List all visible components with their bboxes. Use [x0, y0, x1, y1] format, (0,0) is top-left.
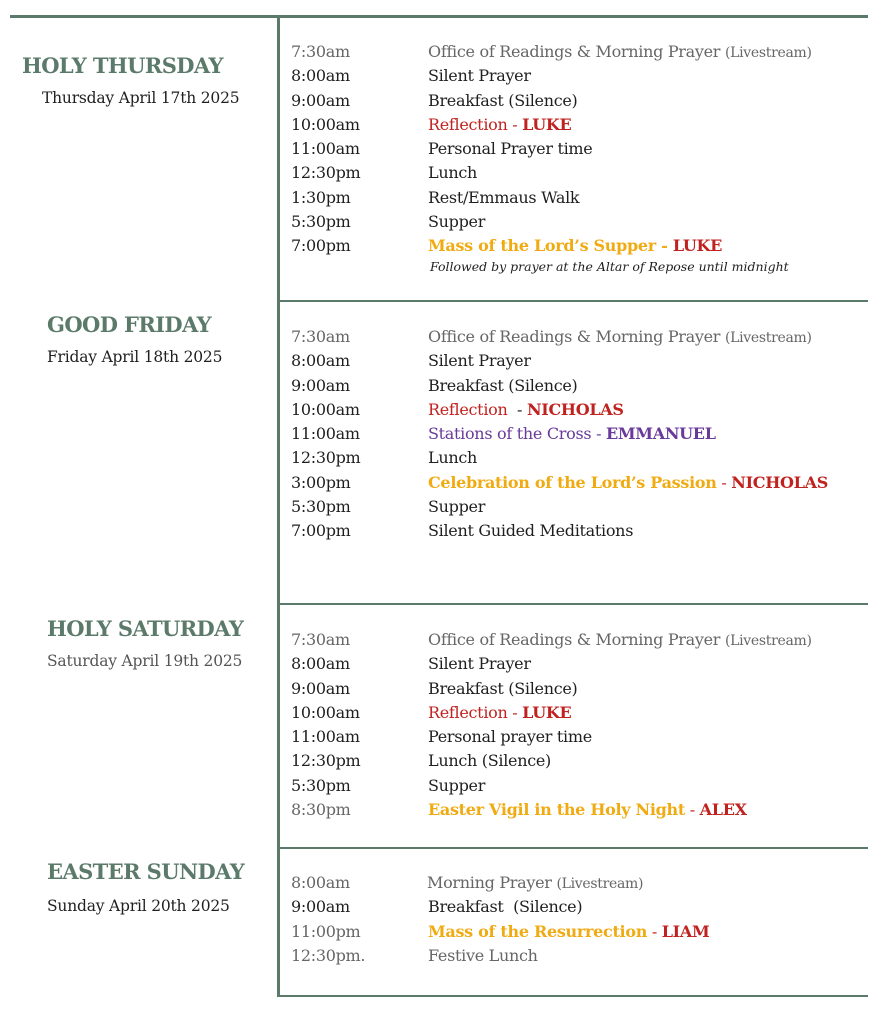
schedule-row	[291, 800, 866, 824]
schedule-row	[291, 946, 866, 970]
event: Office of Readings & Morning Prayer (Livestream)	[428, 630, 812, 649]
event: Silent Prayer	[428, 654, 531, 674]
event: Mass of the Lord’s Supper - LUKE	[428, 236, 723, 256]
time: 7:00pm	[291, 236, 351, 256]
day-title-thursday: HOLY THURSDAY	[22, 53, 223, 78]
time: 8:00am	[291, 873, 350, 892]
schedule-row	[291, 327, 866, 351]
event: Celebration of the Lord’s Passion - NICHOLAS	[428, 472, 828, 492]
time: 12:30pm.	[291, 945, 366, 965]
schedule-friday	[291, 327, 866, 546]
leader-name: ALEX	[699, 800, 747, 820]
time: 5:30pm	[291, 497, 351, 517]
section-divider	[277, 603, 868, 605]
time: 7:30am	[291, 327, 350, 346]
time: 10:00am	[291, 702, 360, 722]
schedule-row	[291, 139, 866, 163]
time: 8:00am	[291, 351, 350, 371]
event: Breakfast (Silence)	[428, 897, 583, 917]
time: 10:00am	[291, 114, 360, 134]
section-divider	[277, 300, 868, 302]
leader-name: LUKE	[522, 114, 572, 134]
time: 9:00am	[291, 897, 350, 917]
schedule-row	[291, 448, 866, 472]
time: 12:30pm	[291, 751, 361, 771]
event: Lunch (Silence)	[428, 751, 551, 771]
leader-name: LIAM	[661, 921, 710, 941]
schedule-note-row	[291, 258, 866, 285]
event: Silent Prayer	[428, 66, 531, 86]
event: Supper	[428, 212, 486, 232]
time: 5:30pm	[291, 212, 351, 232]
time: 8:00am	[291, 66, 350, 86]
event: Reflection - NICHOLAS	[428, 399, 624, 419]
schedule-row	[291, 42, 866, 66]
schedule-row	[291, 727, 866, 751]
schedule-note: Followed by prayer at the Altar of Repose until midnight	[430, 258, 789, 274]
event: Mass of the Resurrection - LIAM	[428, 921, 710, 941]
time: 7:30am	[291, 630, 350, 649]
schedule-row	[291, 376, 866, 400]
event: Easter Vigil in the Holy Night - ALEX	[428, 800, 747, 820]
time: 9:00am	[291, 375, 350, 395]
time: 11:00am	[291, 424, 360, 444]
schedule-row	[291, 654, 866, 678]
schedule-sunday	[291, 873, 866, 970]
leader-name: NICHOLAS	[731, 472, 828, 492]
time: 1:30pm	[291, 187, 351, 207]
time: 11:00pm	[291, 921, 361, 941]
schedule-row	[291, 873, 866, 897]
time: 12:30pm	[291, 163, 361, 183]
time: 7:00pm	[291, 521, 351, 541]
schedule-row	[291, 922, 866, 946]
time: 12:30pm	[291, 448, 361, 468]
day-date-friday: Friday April 18th 2025	[47, 348, 223, 366]
bottom-rule	[277, 995, 868, 997]
schedule-row	[291, 776, 866, 800]
schedule-row	[291, 521, 866, 545]
event: Stations of the Cross - EMMANUEL	[428, 424, 716, 444]
day-date-sunday: Sunday April 20th 2025	[47, 897, 230, 915]
event: Personal prayer time	[428, 727, 592, 747]
schedule-row	[291, 400, 866, 424]
event: Breakfast (Silence)	[428, 90, 578, 110]
schedule-row	[291, 473, 866, 497]
event: Lunch	[428, 448, 478, 468]
schedule-row	[291, 351, 866, 375]
event: Breakfast (Silence)	[428, 375, 578, 395]
event: Supper	[428, 497, 486, 517]
time: 8:30pm	[291, 800, 351, 820]
event: Morning Prayer (Livestream)	[427, 873, 644, 892]
leader-name: LUKE	[672, 236, 723, 256]
time: 7:30am	[291, 42, 350, 61]
schedule-row	[291, 115, 866, 139]
schedule-row	[291, 163, 866, 187]
event: Office of Readings & Morning Prayer (Livestream)	[428, 327, 812, 346]
day-title-friday: GOOD FRIDAY	[47, 312, 212, 337]
leader-name: NICHOLAS	[526, 399, 624, 419]
event: Silent Guided Meditations	[428, 521, 634, 541]
day-date-thursday: Thursday April 17th 2025	[42, 89, 240, 107]
time: 8:00am	[291, 654, 350, 674]
time: 3:00pm	[291, 472, 351, 492]
event: Office of Readings & Morning Prayer (Livestream)	[428, 42, 812, 61]
day-date-saturday: Saturday April 19th 2025	[47, 652, 243, 670]
schedule-row	[291, 188, 866, 212]
day-title-sunday: EASTER SUNDAY	[47, 859, 245, 884]
leader-name: LUKE	[522, 702, 572, 722]
schedule-saturday	[291, 630, 866, 824]
event: Lunch	[428, 163, 478, 183]
leader-name: EMMANUEL	[605, 424, 716, 444]
schedule-row	[291, 679, 866, 703]
section-divider	[277, 847, 868, 849]
schedule-row	[291, 897, 866, 921]
time: 9:00am	[291, 678, 350, 698]
vertical-rule	[277, 15, 280, 997]
event: Rest/Emmaus Walk	[428, 187, 580, 207]
schedule-row	[291, 424, 866, 448]
schedule-row	[291, 236, 866, 260]
time: 5:30pm	[291, 775, 351, 795]
top-rule	[10, 15, 868, 18]
time: 10:00am	[291, 399, 360, 419]
event: Reflection - LUKE	[428, 114, 572, 134]
event: Supper	[428, 775, 486, 795]
schedule-row	[291, 212, 866, 236]
event: Personal Prayer time	[428, 139, 593, 159]
schedule-row	[291, 91, 866, 115]
event: Breakfast (Silence)	[428, 678, 578, 698]
schedule-row	[291, 703, 866, 727]
day-title-saturday: HOLY SATURDAY	[47, 616, 244, 641]
time: 11:00am	[291, 139, 360, 159]
schedule-thursday	[291, 42, 866, 285]
schedule-row	[291, 751, 866, 775]
schedule-row	[291, 497, 866, 521]
schedule-row	[291, 66, 866, 90]
time: 9:00am	[291, 90, 350, 110]
time: 11:00am	[291, 727, 360, 747]
event: Reflection - LUKE	[428, 702, 572, 722]
schedule-row	[291, 630, 866, 654]
event: Festive Lunch	[428, 945, 538, 965]
event: Silent Prayer	[428, 351, 531, 371]
